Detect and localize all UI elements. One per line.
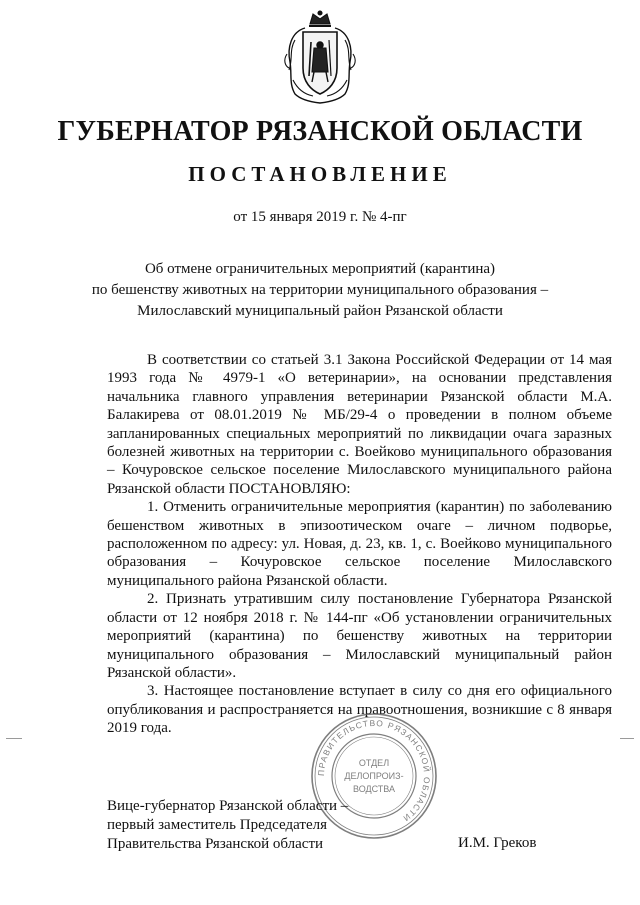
title-line: Милославский муниципальный район Рязанской области [137, 303, 503, 319]
stamp-outer-text: ПРАВИТЕЛЬСТВО РЯЗАНСКОЙ ОБЛАСТИ [315, 717, 433, 825]
scan-mark [6, 738, 22, 739]
clause-2: 2. Признать утратившим силу постановление Губернатора Рязанской области от 12 ноября 2018 г. № 144-пг «Об установлении ограничительных мероприятий (карантина) по бешенству животных на территории муниципального образования – Милославский муниципальный район Рязанской области». [107, 591, 612, 681]
signer-position-line: Вице-губернатор Рязанской области – [107, 798, 349, 814]
stamp-center-line: ВОДСТВА [352, 784, 396, 794]
document-body [107, 351, 612, 738]
title-line: Об отмене ограничительных мероприятий (карантина) [144, 261, 496, 277]
coat-of-arms-icon [283, 10, 357, 106]
signature-block [107, 797, 348, 854]
clause-1: 1. Отменить ограничительные мероприятия (карантин) по заболеванию бешенством животных в эпизоотическом очаге – личном подворье, расположенном по адресу: ул. Новая, д. 23, кв. 1, с. Воейково муниципального образования – Кочуровское сельское поселение Милославского муниципального района Рязанской области. [107, 499, 612, 589]
document-type: ПОСТАНОВЛЕНИЕ [188, 162, 452, 186]
stamp-center-line: ОТДЕЛ [358, 758, 390, 768]
date-and-number: от 15 января 2019 г. № 4-пг [233, 209, 407, 225]
signer-position-line: первый заместитель Председателя [107, 817, 327, 833]
preamble-paragraph: В соответствии со статьей 3.1 Закона Российской Федерации от 14 мая 1993 года № 4979-1 «О ветеринарии», на основании представления начальника главного управления ветеринарии Рязанской области М.А. Балакирева от 08.01.2019 № МБ/29-4 о проведении в полном объеме запланированных специальных мероприятий по ликвидации очага заразных болезней животных на территории с. Воейково муниципального образования – Кочуровское сельское поселение Милославского муниципального района Рязанской области ПОСТАНОВЛЯЮ: [107, 352, 612, 497]
signer-position-line: Правительства Рязанской области [107, 836, 324, 852]
title-line: по бешенству животных на территории муниципального образования – [91, 282, 549, 298]
document-title [60, 259, 580, 322]
scan-mark [620, 738, 634, 739]
signer-name: И.М. Греков [458, 835, 537, 851]
clause-3: 3. Настоящее постановление вступает в силу со дня его официального опубликования и распространяется на правоотношения, возникшие с 8 января 2019 года. [107, 683, 612, 737]
stamp-center-line: ДЕЛОПРОИЗ- [344, 771, 404, 781]
issuing-authority: ГУБЕРНАТОР РЯЗАНСКОЙ ОБЛАСТИ [57, 116, 583, 147]
